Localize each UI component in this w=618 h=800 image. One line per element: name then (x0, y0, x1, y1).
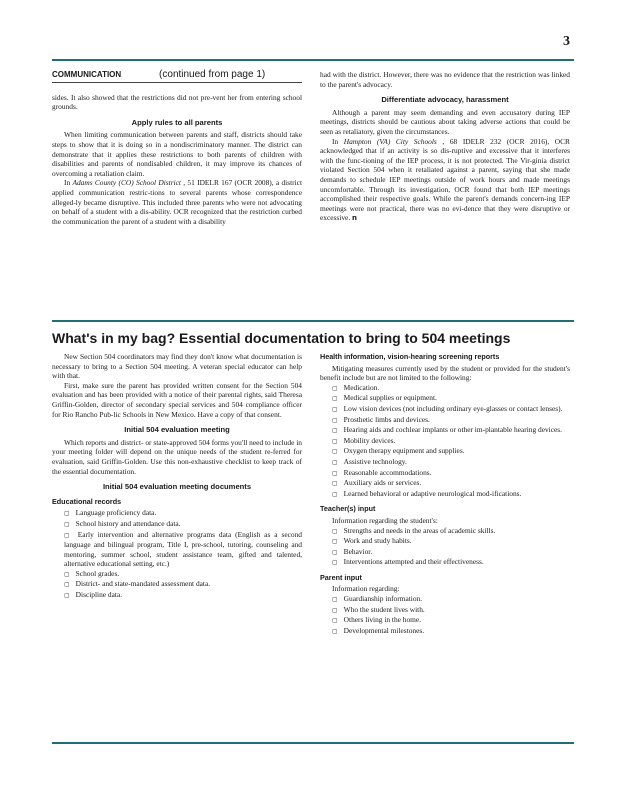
checkbox-icon: ▢ (332, 527, 338, 535)
checklist (320, 594, 570, 636)
checkbox-icon: ▢ (332, 627, 338, 635)
list-item: ▢ Developmental milestones. (332, 625, 425, 635)
checkbox-icon: ▢ (332, 480, 338, 488)
list-item: ▢ Assistive technology. (332, 456, 407, 466)
section-header (52, 70, 302, 83)
section-heading: Differentiate advocacy, harassment (381, 95, 509, 105)
sub-heading: Teacher(s) input (320, 504, 376, 514)
list-item: ▢ Medication. (332, 382, 380, 392)
list-item: ▢ Reasonable accommodations. (332, 467, 432, 477)
checkbox-icon: ▢ (332, 416, 338, 424)
section-kicker: COMMUNICATION (52, 70, 122, 79)
checkbox-icon: ▢ (332, 490, 338, 498)
list-item: ▢ Guardianship information. (332, 594, 423, 604)
checklist (320, 526, 570, 568)
checkbox-icon: ▢ (332, 427, 338, 435)
paragraph: sides. It also showed that the restrictions did not pre-vent her from entering school grounds. (52, 92, 302, 112)
bottom-rule (52, 742, 574, 744)
paragraph: Which reports and district- or state-approved 504 forms you'll need to include in your meeting folder will depend on the unique needs of the student re-ferred for evaluation, said Griffin-Golden. Use this non-exhaustive checklist to keep track of the essential documentation. (52, 437, 302, 476)
checkbox-icon: ▢ (332, 395, 338, 403)
paragraph: In Hampton (VA) City Schools , 68 IDELR 232 (OCR 2016), OCR acknowledged that if an activity is so dis-ruptive and excessive that it interferes with the func-tioning of the IEP process, it is not protected. The Vir-ginia district violated Section 504 when it retaliated against a parent, saying that she made demands to schedule IEP meetings outside of work hours and made meetings uncomfortable. Through its investigation, OCR found that both IEP meetings accomplished their respective goals. While the parent's demands concern-ing IEP meetings were not practical, there was no evi-dence that they were disruptive or excessive. n (320, 136, 570, 223)
article-right-column (320, 352, 570, 636)
checkbox-icon: ▢ (332, 559, 338, 567)
checklist (52, 508, 302, 600)
sub-heading: Health information, vision-hearing screening reports (320, 352, 500, 361)
paragraph: In Adams County (CO) School District , 51 IDELR 167 (OCR 2008), a district applied communication restric-tions to several parents whose correspondence alleged-ly became disruptive. This included three parents who were not advocating on behalf of a student with a dis-ability. OCR recognized that the restriction curbed the communication the parent of a student with a disability (52, 178, 302, 226)
list-item: ▢ Oxygen therapy equipment and supplies. (332, 446, 465, 456)
checkbox-icon: ▢ (64, 570, 70, 578)
paragraph: Information regarding: (332, 584, 400, 594)
continued-note: (continued from page 1) (159, 69, 266, 80)
list-item: ▢ Low vision devices (not including ordinary eye-glasses or contact lenses). (332, 403, 563, 413)
top-rule (52, 59, 574, 61)
checkbox-icon: ▢ (332, 538, 338, 546)
section-heading: Initial 504 evaluation meeting (124, 425, 230, 435)
sub-heading: Educational records (52, 496, 122, 506)
paragraph: had with the district. However, there was no evidence that the restriction was linked to the parent's advocacy. (320, 70, 570, 89)
top-right-column (320, 70, 570, 224)
checkbox-icon: ▢ (332, 405, 338, 413)
checkbox-icon: ▢ (332, 469, 338, 477)
list-item: ▢ Language proficiency data. (64, 508, 157, 518)
checkbox-icon: ▢ (64, 592, 70, 600)
section-heading: Initial 504 evaluation meeting documents (102, 482, 252, 492)
top-left-column (52, 70, 302, 226)
case-name: Hampton (VA) City Schools (343, 136, 437, 146)
section-heading: Apply rules to all parents (131, 117, 223, 127)
checkbox-icon: ▢ (332, 606, 338, 614)
article-headline: What's in my bag? Essential documentation to bring to 504 meetings (52, 330, 511, 346)
list-item: ▢ Who the student lives with. (332, 604, 425, 614)
list-item: ▢ Others living in the home. (332, 615, 422, 625)
list-item: ▢ District- and state-mandated assessment data. (64, 579, 211, 589)
checkbox-icon: ▢ (332, 384, 338, 392)
checkbox-icon: ▢ (64, 581, 70, 589)
checkbox-icon: ▢ (64, 531, 72, 539)
page-number: 3 (563, 34, 570, 49)
checkbox-icon: ▢ (332, 596, 338, 604)
paragraph: Mitigating measures currently used by the student or provided for the student's benefit include but are not limited to the following: (320, 363, 570, 383)
paragraph: When limiting communication between parents and staff, districts should take steps to show that it is doing so in a nondiscriminatory manner. The district can demonstrate that it applies these restrictions to both parents of children with disabilities and parents of nondisabled children, it may improve its chances of overcoming a retaliation claim. (52, 130, 302, 178)
list-item: ▢ Early intervention and alternative programs data (English as a second language and bilingual program, Title I, pre-school, tutoring, counseling and mentoring, summer school, student assistance team, gifted and talented, alternative educational setting, etc.) (64, 529, 302, 569)
checkbox-icon: ▢ (332, 448, 338, 456)
list-item: ▢ Auxiliary aids or services. (332, 478, 422, 488)
list-item: ▢ Learned behavioral or adaptive neurological mod-ifications. (332, 488, 522, 498)
list-item: ▢ Interventions attempted and their effectiveness. (332, 557, 484, 567)
list-item: ▢ Discipline data. (64, 590, 123, 600)
list-item: ▢ Prosthetic limbs and devices. (332, 414, 430, 424)
checkbox-icon: ▢ (332, 617, 338, 625)
checkbox-icon: ▢ (64, 510, 70, 518)
list-item: ▢ Mobility devices. (332, 435, 396, 445)
checkbox-icon: ▢ (332, 458, 338, 466)
checklist (320, 383, 570, 500)
paragraph: Information regarding the student's: (332, 515, 438, 525)
checkbox-icon: ▢ (64, 520, 70, 528)
list-item: ▢ Hearing aids and cochlear implants or other im-plantable hearing devices. (332, 425, 563, 435)
article-left-column (52, 352, 302, 601)
paragraph: New Section 504 coordinators may find they don't know what documentation is necessary to bring to a Section 504 meeting. A veteran special educator can help with that. (52, 352, 302, 381)
list-item: ▢ Medical supplies or equipment. (332, 393, 437, 403)
end-mark: n (352, 214, 358, 223)
paragraph: Although a parent may seem demanding and even accusatory during IEP meetings, districts should be cautious about taking adverse actions that could be seen as retaliatory, given the circumstances. (320, 107, 570, 136)
list-item: ▢ Behavior. (332, 546, 373, 556)
list-item: ▢ School grades. (64, 568, 120, 578)
list-item: ▢ Strengths and needs in the areas of academic skills. (332, 525, 496, 535)
paragraph: First, make sure the parent has provided written consent for the Section 504 evaluation and has been provided with a notice of their parental rights, said Theresa Griffin-Golden, director of secondary special services and 504 compliance officer for Rio Rancho Pub-lic Schools in New Mexico. Have a copy of that consent. (52, 380, 302, 419)
middle-rule (52, 320, 574, 322)
sub-heading: Parent input (320, 572, 362, 582)
checkbox-icon: ▢ (332, 437, 338, 445)
list-item: ▢ School history and attendance data. (64, 518, 181, 528)
checkbox-icon: ▢ (332, 548, 338, 556)
case-name: Adams County (CO) School District (72, 178, 181, 188)
list-item: ▢ Work and study habits. (332, 536, 412, 546)
